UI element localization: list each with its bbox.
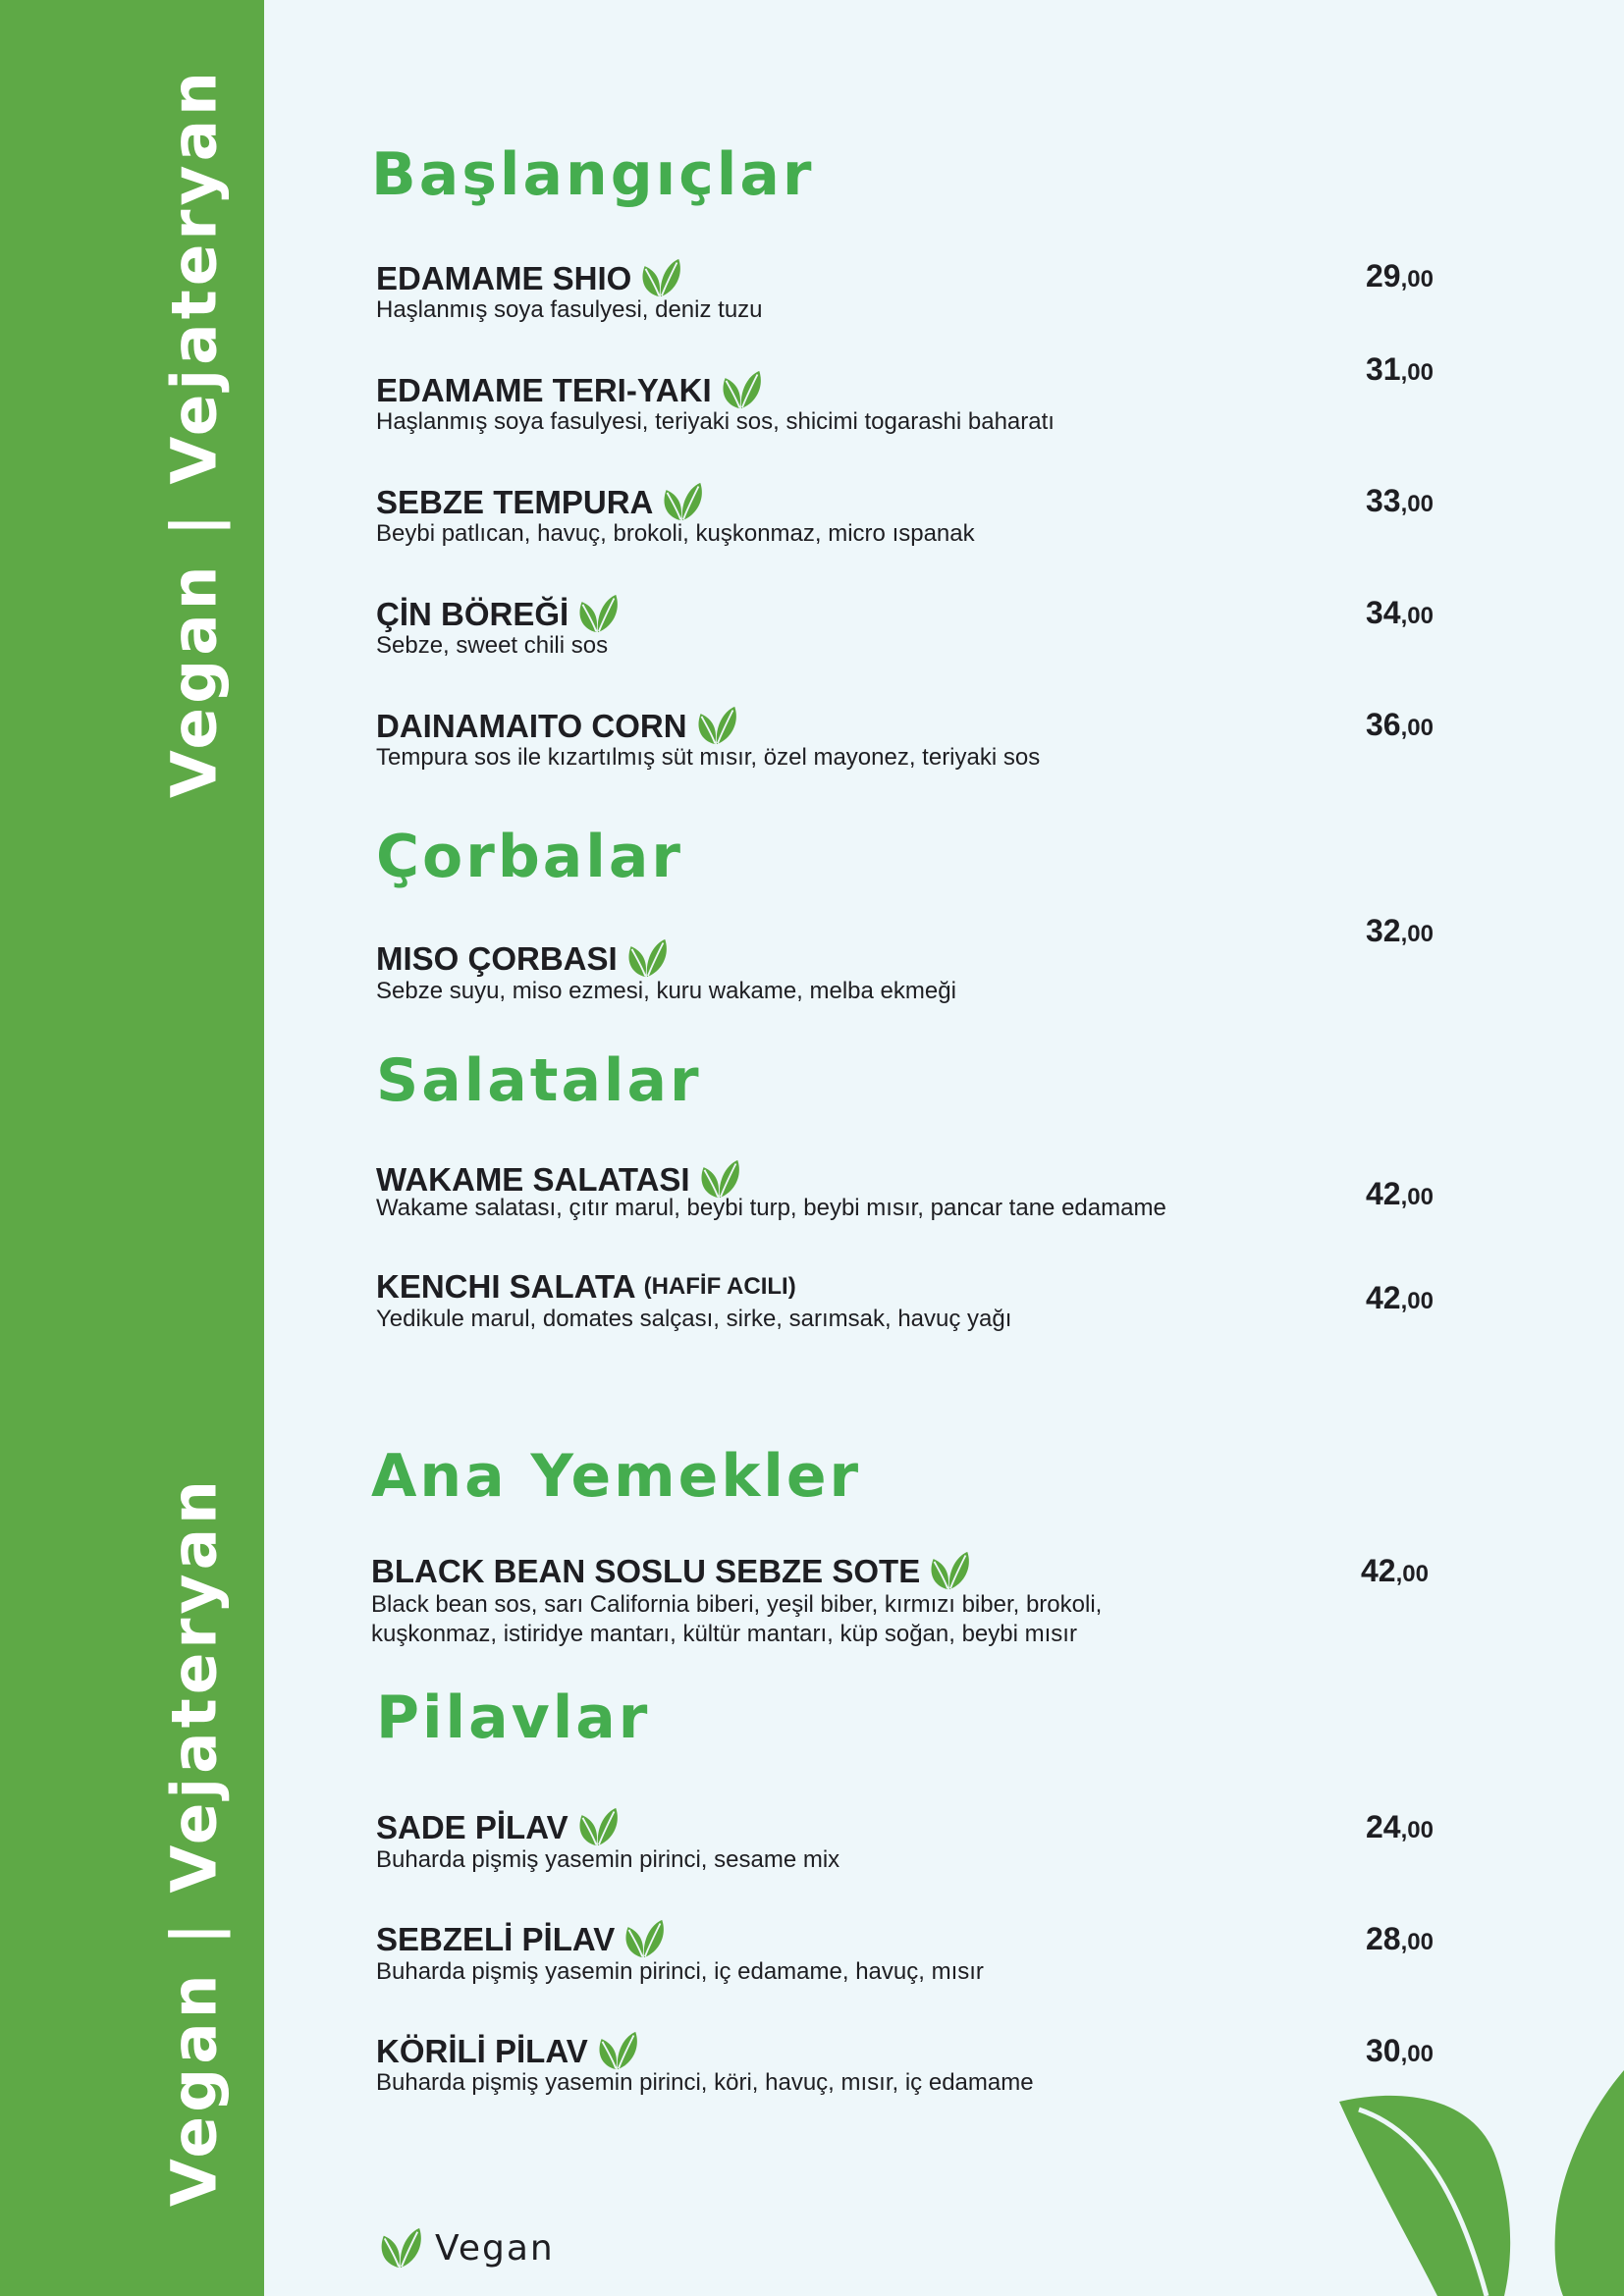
price-integer: 31: [1366, 351, 1401, 387]
item-name-text: SEBZE TEMPURA: [376, 483, 654, 520]
price-integer: 42: [1366, 1280, 1401, 1315]
leaf-icon: [623, 1918, 666, 1959]
sidebar-title-bottom: Vegan | Vejateryan: [158, 1476, 231, 2207]
price-integer: 28: [1366, 1921, 1401, 1956]
menu-item-price: [1366, 485, 1434, 516]
item-name-text: ÇİN BÖREĞİ: [376, 595, 569, 632]
leaf-icon: [596, 2030, 639, 2071]
menu-item-name: [376, 1918, 666, 1959]
menu-item-name: [376, 705, 738, 746]
price-integer: 24: [1366, 1809, 1401, 1844]
leaf-icon: [720, 369, 763, 410]
vegan-legend: [378, 2226, 555, 2269]
section-title-pilavlar: Pilavlar: [376, 1683, 651, 1752]
menu-item-description: Haşlanmış soya fasulyesi, deniz tuzu: [376, 296, 763, 323]
section-title-corbalar: Çorbalar: [376, 823, 683, 891]
menu-item-price: [1366, 1282, 1434, 1313]
price-decimal: ,00: [1395, 1561, 1429, 1587]
menu-item-name: [376, 2030, 639, 2071]
menu-item-price: [1366, 260, 1434, 292]
item-name-text: BLACK BEAN SOSLU SEBZE SOTE: [371, 1552, 921, 1589]
menu-item-price: [1366, 2035, 1434, 2066]
item-name-text: KÖRİLİ PİLAV: [376, 2032, 588, 2069]
menu-item-name: [376, 1270, 796, 1303]
menu-item-description: Buharda pişmiş yasemin pirinci, sesame mix: [376, 1846, 840, 1873]
price-integer: 33: [1366, 483, 1401, 518]
menu-item-name: [376, 937, 669, 979]
section-title-salatalar: Salatalar: [376, 1046, 702, 1115]
price-decimal: ,00: [1400, 266, 1434, 293]
menu-item-description: Beybi patlıcan, havuç, brokoli, kuşkonmaz, micro ıspanak: [376, 520, 975, 547]
price-decimal: ,00: [1400, 1288, 1434, 1314]
menu-item-description: Sebze, sweet chili sos: [376, 632, 609, 659]
price-decimal: ,00: [1400, 2041, 1434, 2067]
price-decimal: ,00: [1400, 921, 1434, 947]
menu-item-name: [376, 593, 620, 634]
menu-item-description-line2: kuşkonmaz, istiridye mantarı, kültür mantarı, küp soğan, beybi mısır: [371, 1621, 1077, 1647]
menu-item-price: [1366, 1811, 1434, 1842]
price-integer: 36: [1366, 707, 1401, 742]
menu-item-description: Haşlanmış soya fasulyesi, teriyaki sos, shicimi togarashi baharatı: [376, 408, 1055, 435]
item-name-text: EDAMAME TERI-YAKI: [376, 371, 712, 408]
leaf-icon: [661, 481, 704, 522]
price-decimal: ,00: [1400, 1817, 1434, 1843]
item-name-text: KENCHI SALATA: [376, 1268, 636, 1305]
menu-item-name: [376, 481, 704, 522]
sidebar: [0, 0, 264, 2296]
legend-label: Vegan: [435, 2227, 555, 2269]
section-title-ana-yemekler: Ana Yemekler: [371, 1442, 862, 1511]
price-decimal: ,00: [1400, 603, 1434, 629]
item-name-text: MISO ÇORBASI: [376, 939, 618, 977]
decorative-leaves-icon: [1329, 2070, 1624, 2296]
price-integer: 42: [1366, 1176, 1401, 1211]
price-decimal: ,00: [1400, 1929, 1434, 1955]
menu-item-description: Buharda pişmiş yasemin pirinci, köri, havuç, mısır, iç edamame: [376, 2069, 1034, 2096]
price-integer: 34: [1366, 595, 1401, 630]
leaf-icon: [695, 705, 738, 746]
menu-item-price: [1366, 709, 1434, 740]
menu-item-name: [376, 257, 682, 298]
leaf-icon: [625, 937, 669, 979]
menu-item-description: Tempura sos ile kızartılmış süt mısır, özel mayonez, teriyaki sos: [376, 744, 1041, 771]
menu-item-name: [376, 369, 763, 410]
menu-item-price: [1366, 353, 1434, 385]
price-decimal: ,00: [1400, 491, 1434, 517]
sidebar-title-top: Vegan | Vejateryan: [158, 68, 231, 798]
item-name-text: EDAMAME SHIO: [376, 259, 632, 296]
price-integer: 30: [1366, 2033, 1401, 2068]
menu-item-price: [1366, 597, 1434, 628]
leaf-icon: [639, 257, 682, 298]
item-name-text: WAKAME SALATASI: [376, 1160, 690, 1198]
price-integer: 29: [1366, 258, 1401, 294]
menu-item-price: [1366, 1923, 1434, 1954]
price-integer: 32: [1366, 913, 1401, 948]
menu-item-price: [1366, 1178, 1434, 1209]
leaf-icon: [576, 593, 620, 634]
price-decimal: ,00: [1400, 1184, 1434, 1210]
leaf-icon: [928, 1550, 971, 1591]
menu-item-description: Sebze suyu, miso ezmesi, kuru wakame, melba ekmeği: [376, 978, 956, 1004]
menu-item-description: Wakame salatası, çıtır marul, beybi turp, beybi mısır, pancar tane edamame: [376, 1195, 1166, 1221]
section-title-baslangiclar: Başlangıçlar: [371, 140, 815, 209]
price-integer: 42: [1361, 1553, 1396, 1588]
spicy-note: (HAFİF ACILI): [643, 1272, 796, 1300]
menu-item-price: [1366, 915, 1434, 946]
item-name-text: SEBZELİ PİLAV: [376, 1920, 616, 1957]
menu-item-price: [1361, 1555, 1429, 1586]
menu-item-name: [371, 1550, 971, 1591]
menu-item-description-line1: Black bean sos, sarı California biberi, yeşil biber, kırmızı biber, brokoli,: [371, 1591, 1103, 1618]
price-decimal: ,00: [1400, 359, 1434, 386]
price-decimal: ,00: [1400, 715, 1434, 741]
item-name-text: DAINAMAITO CORN: [376, 707, 687, 744]
leaf-icon: [576, 1806, 620, 1847]
menu-item-description: Buharda pişmiş yasemin pirinci, iç edamame, havuç, mısır: [376, 1958, 984, 1985]
item-name-text: SADE PİLAV: [376, 1808, 568, 1845]
leaf-icon: [378, 2226, 423, 2269]
menu-item-name: [376, 1806, 620, 1847]
menu-item-description: Yedikule marul, domates salçası, sirke, sarımsak, havuç yağı: [376, 1306, 1012, 1332]
